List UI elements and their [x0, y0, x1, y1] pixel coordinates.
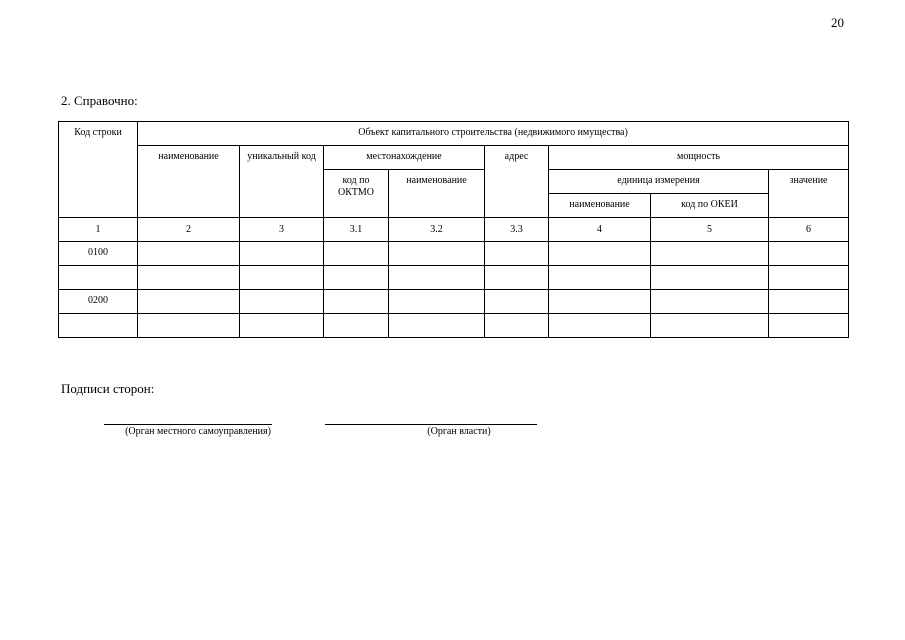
column-number: 4 [549, 218, 651, 242]
header-location: местонахождение [324, 146, 485, 170]
data-cell [324, 290, 389, 314]
data-cell [389, 266, 485, 290]
header-name: наименование [138, 146, 240, 218]
table-row [59, 242, 849, 266]
data-cell [324, 266, 389, 290]
signature-line-right [325, 424, 537, 425]
data-cell [485, 290, 549, 314]
header-row-1 [59, 122, 849, 146]
data-cell [138, 266, 240, 290]
data-cell [138, 314, 240, 338]
data-cell [549, 242, 651, 266]
row-code-cell: 0100 [59, 242, 138, 266]
data-cell [769, 266, 849, 290]
data-cell [549, 266, 651, 290]
data-cell [138, 290, 240, 314]
column-number: 6 [769, 218, 849, 242]
header-address: адрес [485, 146, 549, 218]
data-cell [138, 242, 240, 266]
header-unit: единица измерения [549, 170, 769, 194]
data-cell [324, 242, 389, 266]
header-okei-code: код по ОКЕИ [651, 194, 769, 218]
data-cell [389, 290, 485, 314]
row-code-cell: 0200 [59, 290, 138, 314]
header-row-code: Код строки [59, 122, 138, 218]
column-number: 3.1 [324, 218, 389, 242]
row-code-cell [59, 314, 138, 338]
header-location-name: наименование [389, 170, 485, 218]
signatures-title: Подписи сторон: [61, 381, 155, 396]
data-cell [240, 266, 324, 290]
data-cell [324, 314, 389, 338]
data-cell [651, 314, 769, 338]
column-number: 3 [240, 218, 324, 242]
signature-caption-left: (Орган местного самоуправления) [125, 426, 271, 437]
data-cell [240, 314, 324, 338]
table-row [59, 290, 849, 314]
data-cell [240, 242, 324, 266]
data-cell [769, 242, 849, 266]
header-value: значение [769, 170, 849, 218]
column-number: 3.2 [389, 218, 485, 242]
data-cell [240, 290, 324, 314]
data-cell [485, 314, 549, 338]
data-cell [549, 290, 651, 314]
data-cell [485, 242, 549, 266]
row-code-cell [59, 266, 138, 290]
column-number: 3.3 [485, 218, 549, 242]
data-cell [485, 266, 549, 290]
data-cell [651, 242, 769, 266]
column-number: 5 [651, 218, 769, 242]
data-cell [389, 314, 485, 338]
header-object: Объект капитального строительства (недвижимого имущества) [138, 122, 849, 146]
header-capacity: мощность [549, 146, 849, 170]
table-row [59, 314, 849, 338]
header-unique-code: уникальный код [240, 146, 324, 218]
data-cell [389, 242, 485, 266]
data-cell [651, 290, 769, 314]
header-row-2 [59, 146, 849, 170]
header-unit-name: наименование [549, 194, 651, 218]
signature-line-left [104, 424, 272, 425]
section-title: 2. Справочно: [61, 93, 138, 108]
data-cell [549, 314, 651, 338]
data-cell [769, 314, 849, 338]
data-cell [769, 290, 849, 314]
column-number: 1 [59, 218, 138, 242]
data-cell [651, 266, 769, 290]
table-row [59, 266, 849, 290]
reference-table [58, 121, 849, 338]
column-number: 2 [138, 218, 240, 242]
column-number-row [59, 218, 849, 242]
signature-caption-right: (Орган власти) [427, 426, 491, 437]
page-number: 20 [831, 15, 844, 30]
header-oktmo-code: код по ОКТМО [324, 170, 389, 218]
